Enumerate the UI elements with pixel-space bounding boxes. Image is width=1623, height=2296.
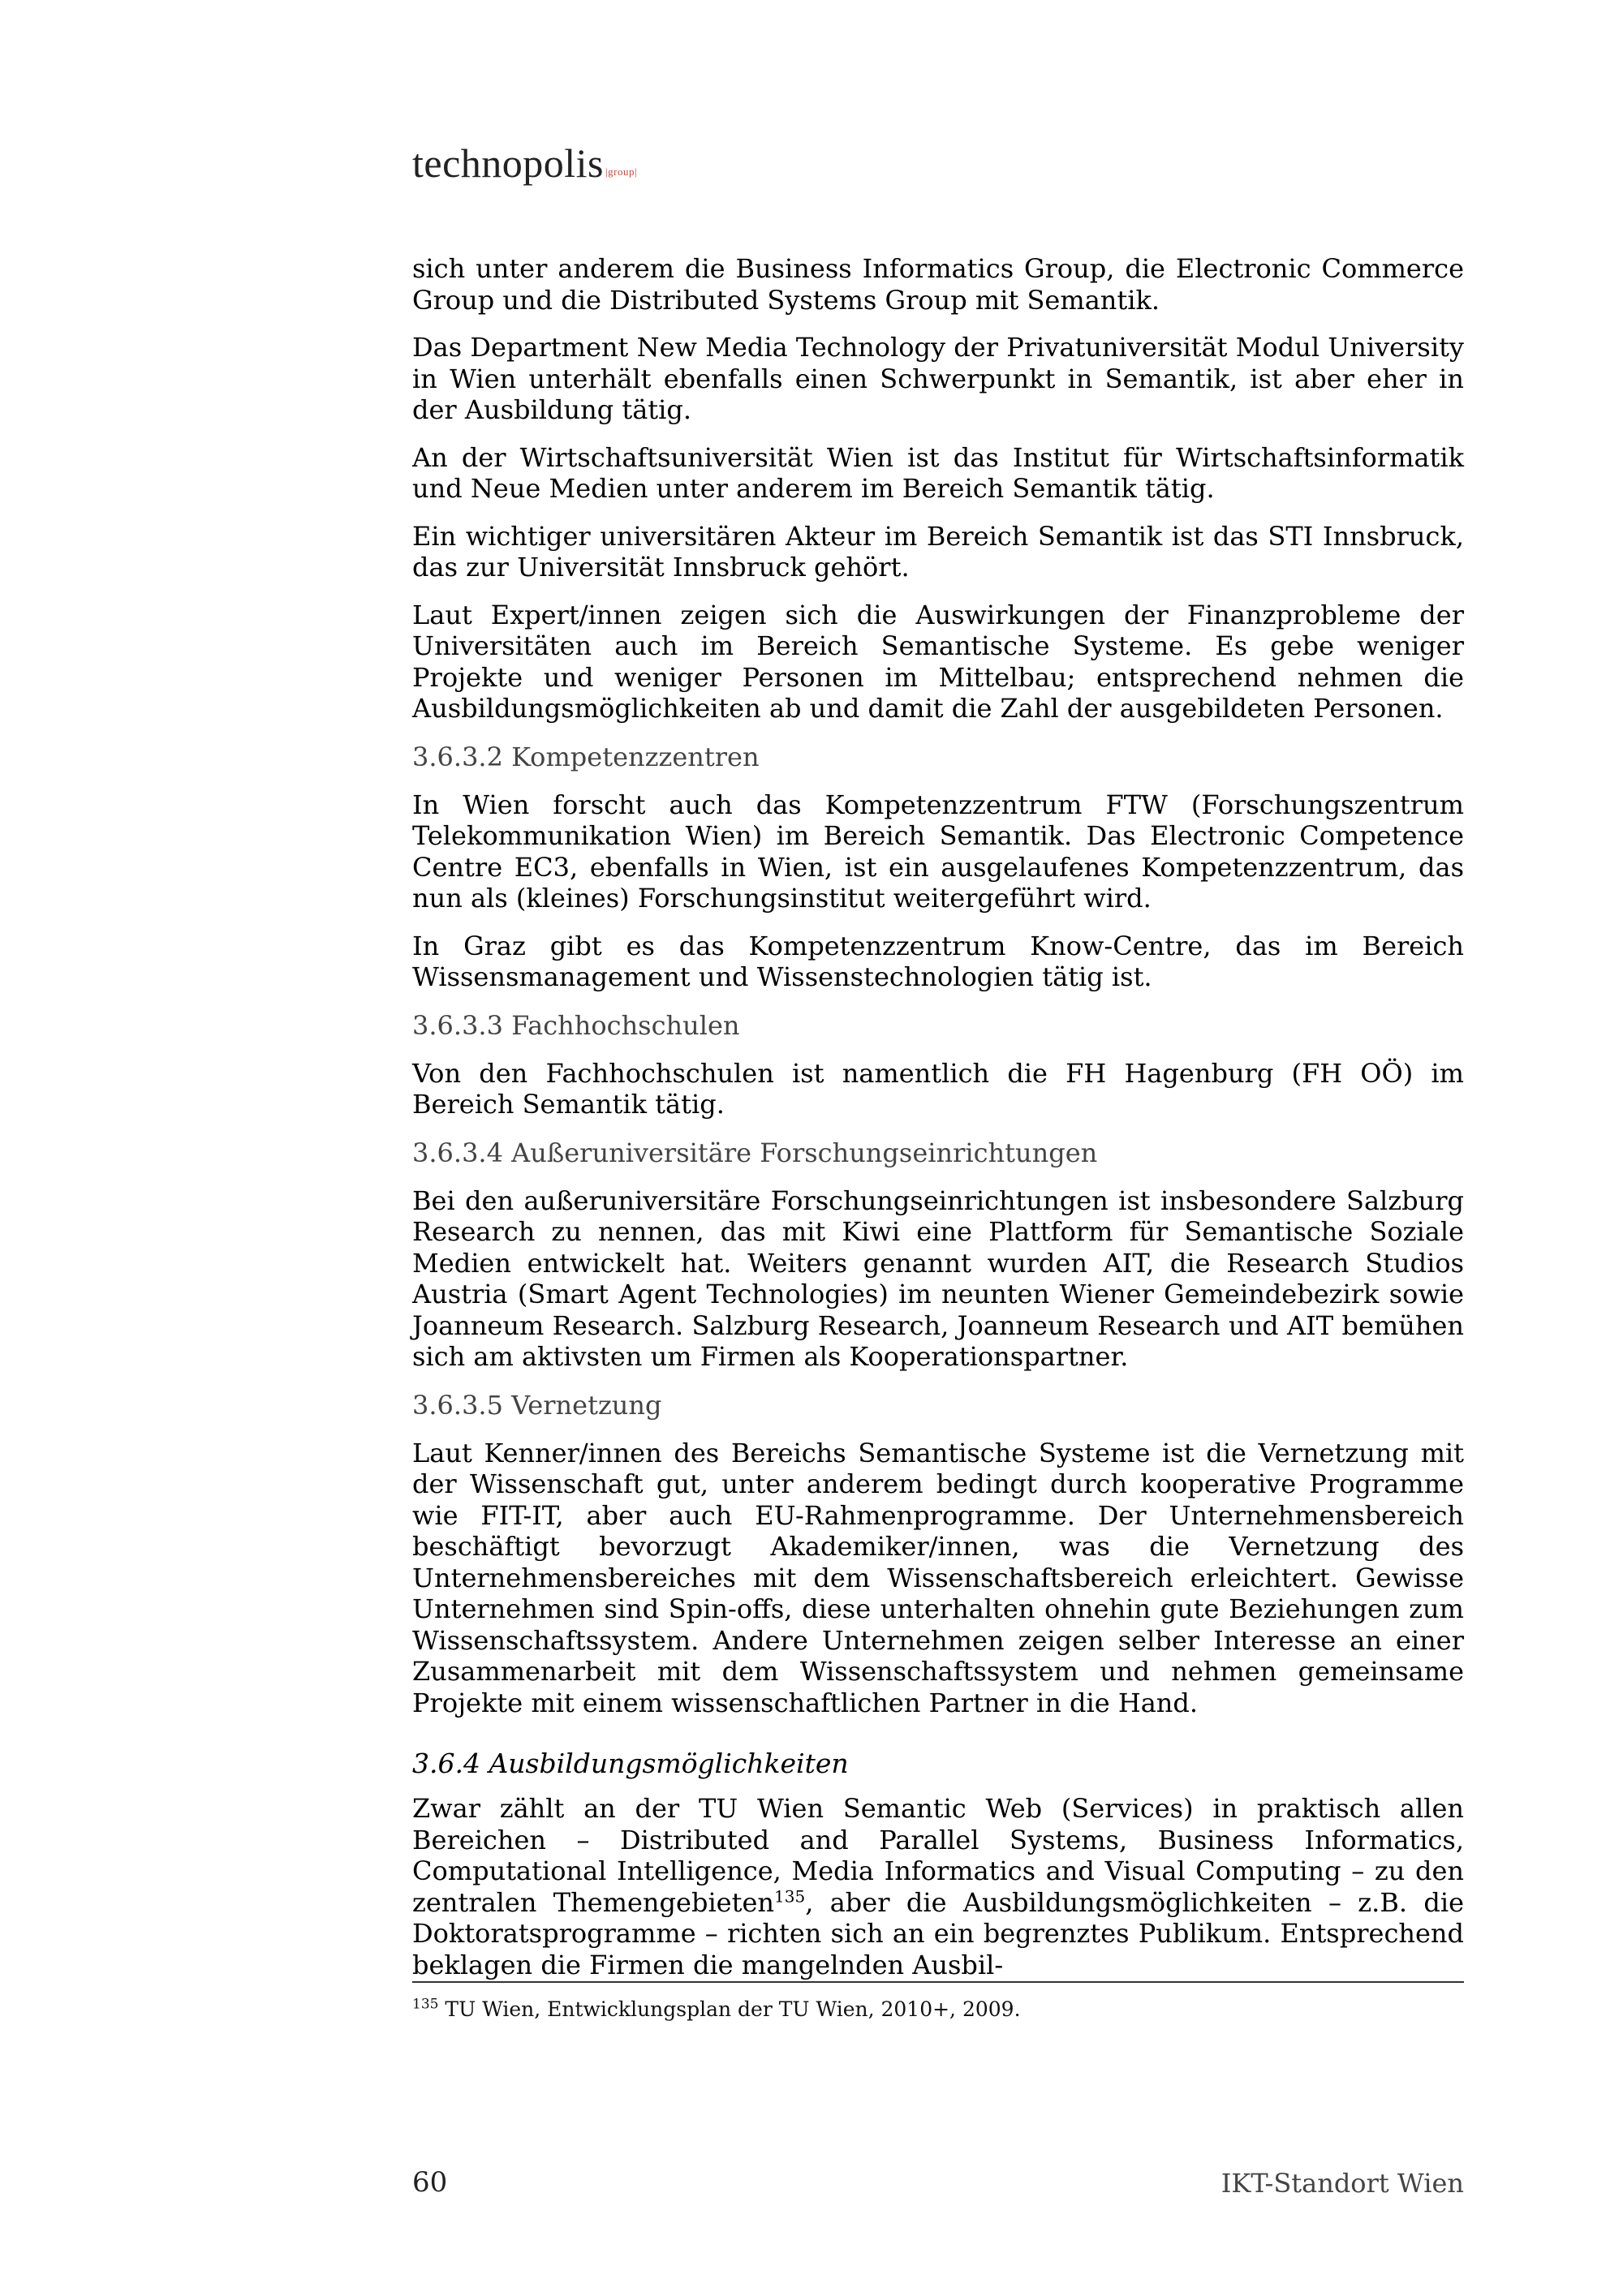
paragraph-text: Zwar zählt an der TU Wien Semantic Web (Services) in praktisch allen Bereichen – Distributed and Parallel Systems, Business Informatics, Computational Intelligence, Media Informatics and Visual Computing – zu den zentralen Themengebieten [412, 1793, 1464, 1918]
page-content [412, 253, 1464, 1997]
footnote-reference[interactable]: 135 [774, 1885, 806, 1906]
footnote [412, 1997, 1021, 2021]
heading-fachhochschulen: 3.6.3.3 Fachhochschulen [412, 1009, 740, 1041]
page-number: 60 [412, 2166, 448, 2199]
footer-title: IKT-Standort Wien [1220, 2168, 1464, 2199]
paragraph: Laut Kenner/innen des Bereichs Semantische Systeme ist die Vernetzung mit der Wissenschaft gut, unter anderem bedingt durch kooperative Programme wie FIT-IT, aber auch EU-Rahmenprogramme. Der Unternehmensbereich beschäftigt bevorzugt Akademiker/innen, was die Vernetzung des Unternehmensbereiches mit dem Wissenschaftsbereich erleichtert. Gewisse Unternehmen sind Spin-offs, diese unterhalten ohnehin gute Beziehungen zum Wissenschaftssystem. Andere Unternehmen zeigen selber Interesse an einer Zusammenarbeit mit dem Wissenschaftssystem und nehmen gemeinsame Projekte mit einem wissenschaftlichen Partner in die Hand. [412, 1437, 1464, 1718]
footnote-text: TU Wien, Entwicklungsplan der TU Wien, 2010+, 2009. [438, 1997, 1021, 2021]
heading-ausbildungsmoeglichkeiten: 3.6.4 Ausbildungsmöglichkeiten [412, 1748, 849, 1779]
technopolis-logo [412, 140, 638, 186]
paragraph: Laut Expert/innen zeigen sich die Auswirkungen der Finanzprobleme der Universitäten auch im Bereich Semantische Systeme. Es gebe weniger Projekte und weniger Personen im Mittelbau; entsprechend nehmen die Ausbildungsmöglichkeiten ab und damit die Zahl der ausgebildeten Personen. [412, 599, 1464, 724]
paragraph: Ein wichtiger universitären Akteur im Bereich Semantik ist das STI Innsbruck, das zur Universität Innsbruck gehört. [412, 520, 1464, 583]
logo-text: technopolis [412, 140, 605, 186]
paragraph: Von den Fachhochschulen ist namentlich die FH Hagenburg (FH OÖ) im Bereich Semantik tätig. [412, 1057, 1464, 1120]
paragraph: sich unter anderem die Business Informatics Group, die Electronic Commerce Group und die Distributed Systems Group mit Semantik. [412, 253, 1464, 316]
heading-vernetzung: 3.6.3.5 Vernetzung [412, 1389, 662, 1421]
footnote-divider [412, 1981, 1464, 1983]
paragraph-text: , aber die Ausbildungsmöglichkeiten – z.B. die Doktoratsprogramme – richten sich an ein begrenztes Publikum. Entsprechend beklagen die Firmen die mangelnden Ausbil- [412, 1886, 1465, 1980]
paragraph: Bei den außeruniversitäre Forschungseinrichtungen ist insbesondere Salzburg Research zu nennen, das mit Kiwi eine Plattform für Semantische Soziale Medien entwickelt hat. Weiters genannt wurden AIT, die Research Studios Austria (Smart Agent Technologies) im neunten Wiener Gemeindebezirk sowie Joanneum Research. Salzburg Research, Joanneum Research und AIT bemühen sich am aktivsten um Firmen als Kooperationspartner. [412, 1185, 1464, 1372]
paragraph-ausbildung [412, 1793, 1464, 1980]
heading-ausseruniversitaer: 3.6.3.4 Außeruniversitäre Forschungseinrichtungen [412, 1137, 1098, 1168]
paragraph: In Graz gibt es das Kompetenzzentrum Know-Centre, das im Bereich Wissensmanagement und Wissenstechnologien tätig ist. [412, 930, 1464, 992]
paragraph: An der Wirtschaftsuniversität Wien ist das Institut für Wirtschaftsinformatik und Neue Medien unter anderem im Bereich Semantik tätig. [412, 441, 1464, 504]
footnote-number: 135 [412, 1996, 439, 2013]
logo-group-tag: |group| [605, 166, 638, 178]
paragraph: Das Department New Media Technology der Privatuniversität Modul University in Wien unterhält ebenfalls einen Schwerpunkt in Semantik, ist aber eher in der Ausbildung tätig. [412, 332, 1464, 425]
heading-kompetenzzentren: 3.6.3.2 Kompetenzzentren [412, 741, 760, 772]
paragraph: In Wien forscht auch das Kompetenzzentrum FTW (Forschungszentrum Telekommunikation Wien) im Bereich Semantik. Das Electronic Competence Centre EC3, ebenfalls in Wien, ist ein ausgelaufenes Kompetenzzentrum, das nun als (kleines) Forschungsinstitut weitergeführt wird. [412, 789, 1464, 914]
